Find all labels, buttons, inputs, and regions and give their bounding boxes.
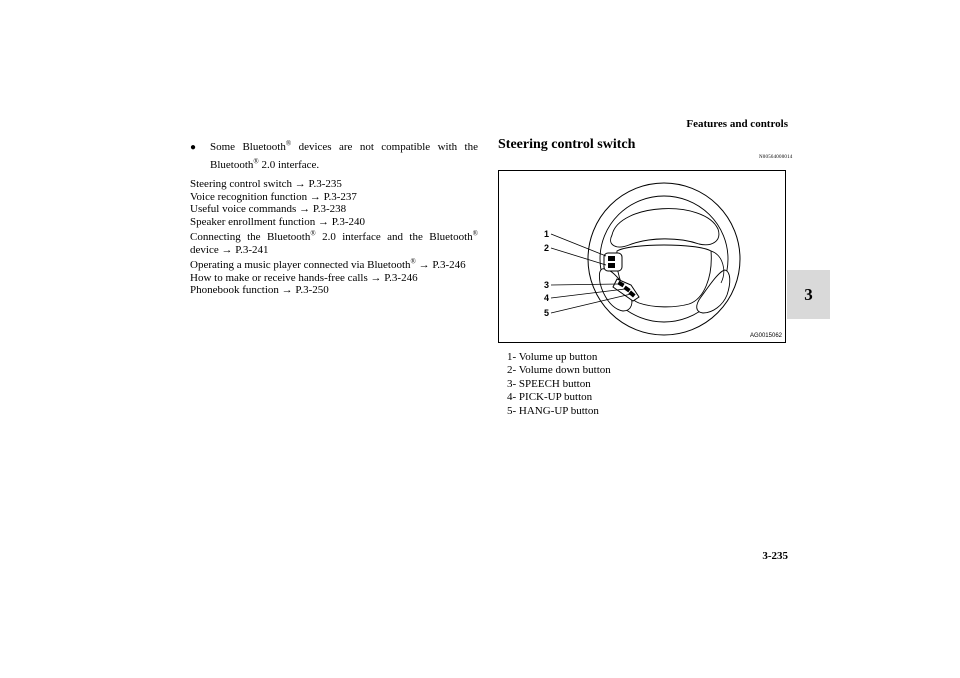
note-text: Bluetooth — [210, 159, 254, 171]
section-title: Steering control switch — [498, 137, 636, 152]
volume-up-button — [608, 256, 615, 261]
arrow-icon: → — [281, 284, 293, 296]
link-speaker-enrollment[interactable]: Speaker enrollment function → P.3-240 — [190, 215, 366, 228]
legend-item: 1- Volume up button — [507, 351, 598, 363]
note-text: Some Bluetooth — [210, 141, 286, 153]
link-hands-free-calls[interactable]: How to make or receive hands-free calls → P.3-246 — [190, 271, 418, 284]
chapter-tab — [787, 270, 830, 319]
registered-mark: ® — [285, 139, 292, 148]
figure-code: AG0015062 — [749, 333, 782, 339]
cross-reference-list — [190, 178, 478, 299]
volume-switch-panel — [604, 253, 622, 271]
arrow-icon: → — [309, 190, 321, 203]
steering-wheel-figure — [498, 170, 786, 343]
page-number: 3-235 — [762, 550, 788, 562]
chapter-tab-label: 3 — [804, 284, 813, 304]
steering-wheel-illustration — [499, 171, 787, 344]
registered-mark: ® — [472, 229, 478, 238]
callout-5: 5 — [544, 308, 550, 318]
registered-mark: ® — [410, 257, 416, 266]
arrow-icon: → — [294, 178, 306, 190]
link-connecting[interactable]: Connecting the Bluetooth® 2.0 interface and the Bluetooth® device → P.3-241 — [190, 229, 478, 256]
volume-down-button — [608, 263, 615, 268]
callout-4: 4 — [544, 293, 550, 303]
link-voice-commands[interactable]: Useful voice commands → P.3-238 — [190, 203, 347, 215]
arrow-icon: → — [318, 215, 329, 228]
note-text: devices are not compatible with the — [291, 141, 478, 153]
legend-item: 4- PICK-UP button — [507, 391, 593, 404]
link-steering[interactable]: Steering control switch → P.3-235 — [190, 178, 342, 190]
legend-item: 5- HANG-UP button — [507, 404, 599, 417]
link-music-player[interactable]: Operating a music player connected via Bluetooth® → P.3-246 — [190, 257, 466, 271]
arrow-icon: → — [221, 243, 233, 256]
registered-mark: ® — [310, 229, 316, 238]
callout-1: 1 — [544, 229, 550, 239]
legend-item: 3- SPEECH button — [507, 377, 591, 390]
section-code: N00564000014 — [759, 155, 793, 160]
figure-legend — [507, 351, 611, 418]
compatibility-note — [190, 140, 478, 173]
arrow-icon: → — [299, 203, 311, 215]
callout-2: 2 — [544, 243, 550, 253]
arrow-icon: → — [418, 259, 430, 271]
legend-item: 2- Volume down button — [507, 364, 611, 377]
arrow-icon: → — [370, 271, 382, 284]
note-text: 2.0 interface. — [258, 159, 320, 171]
link-voice-recognition[interactable]: Voice recognition function → P.3-237 — [190, 190, 357, 203]
page-header-title: Features and controls — [686, 118, 788, 130]
callout-3: 3 — [544, 280, 550, 290]
link-group — [190, 178, 478, 228]
bullet-icon: ● — [190, 142, 197, 153]
note-line-1 — [210, 140, 478, 155]
link-phonebook[interactable]: Phonebook function → P.3-250 — [190, 284, 329, 296]
registered-mark: ® — [253, 157, 259, 166]
note-line-2 — [190, 158, 478, 173]
